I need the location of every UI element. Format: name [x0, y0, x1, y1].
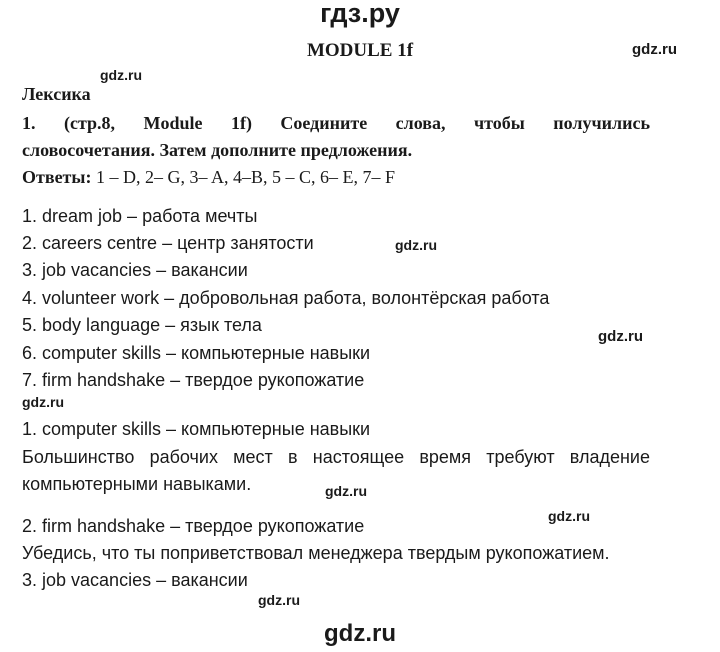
pair-item: 5. body language – язык тела [22, 315, 262, 335]
task-line-2: словосочетания. Затем дополните предложения. [22, 140, 413, 160]
example-phrase: 2. firm handshake – твердое рукопожатие [22, 516, 365, 536]
pair-item: 4. volunteer work – добровольная работа, волонтёрская работа [22, 288, 550, 308]
example-phrase: 3. job vacancies – вакансии [22, 570, 248, 590]
pair-item: 6. computer skills – компьютерные навыки [22, 343, 371, 363]
watermark: gdz.ru [325, 483, 367, 499]
watermark: gdz.ru [548, 508, 590, 524]
answers-values: 1 – D, 2– G, 3– A, 4–B, 5 – C, 6– E, 7– F [95, 167, 395, 187]
example-sentence: Убедись, что ты поприветствовал менеджера твердым рукопожатием. [22, 543, 610, 563]
pair-item: 3. job vacancies – вакансии [22, 260, 248, 280]
watermark: gdz.ru [598, 328, 643, 345]
section-title: Лексика [22, 84, 91, 104]
watermark: gdz.ru [395, 237, 437, 253]
watermark: gdz.ru [22, 394, 64, 410]
module-title: MODULE 1f [306, 40, 414, 61]
answers [22, 166, 395, 188]
example-sentence: компьютерными навыками. [22, 474, 252, 494]
watermark: gdz.ru [100, 67, 142, 83]
watermark: gdz.ru [632, 41, 677, 58]
pair-item: 7. firm handshake – твердое рукопожатие [22, 370, 365, 390]
example-sentence: Большинство рабочих мест в настоящее время требуют владение [22, 447, 650, 467]
site-header: гдз.ру [320, 0, 400, 28]
task-line-1: 1. (стр.8, Module 1f) Соедините слова, чтобы получились [22, 113, 650, 133]
pair-item: 1. dream job – работа мечты [22, 206, 258, 226]
pair-item: 2. careers centre – центр занятости [22, 233, 314, 253]
site-footer: gdz.ru [324, 620, 396, 647]
answers-label: Ответы: [22, 167, 92, 187]
watermark: gdz.ru [258, 592, 300, 608]
example-phrase: 1. computer skills – компьютерные навыки [22, 419, 371, 439]
